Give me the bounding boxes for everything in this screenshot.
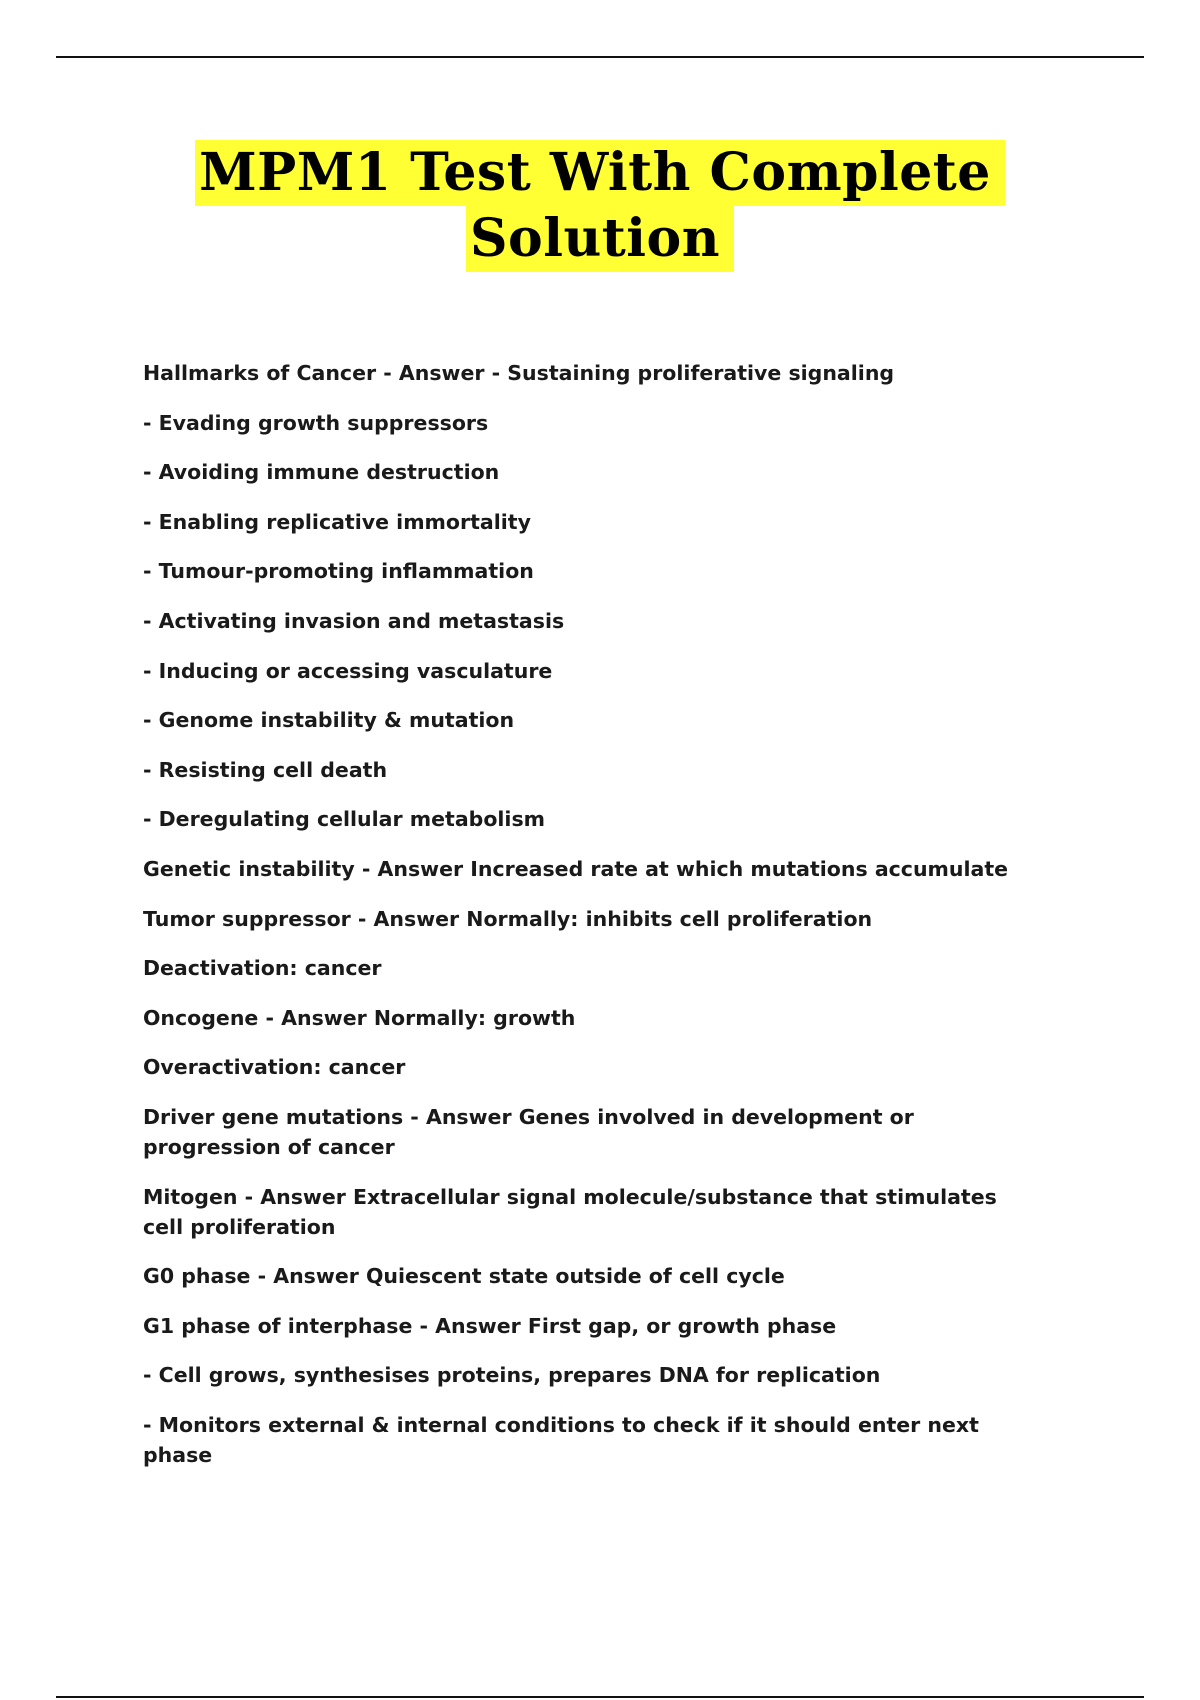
text-line-tumor-suppressor: Tumor suppressor - Answer Normally: inhibits cell proliferation: [143, 906, 873, 931]
text-line-hallmarks: Hallmarks of Cancer - Answer - Sustaining proliferative signaling: [143, 361, 895, 385]
document-body: [143, 358, 1043, 1489]
text-line-avoiding: - Avoiding immune destruction: [143, 460, 500, 485]
text-line-enabling: - Enabling replicative immortality: [143, 509, 531, 534]
text-line-evading: - Evading growth suppressors: [143, 410, 489, 435]
bottom-rule: [56, 1696, 1144, 1698]
text-line-g0-phase: G0 phase - Answer Quiescent state outside of cell cycle: [143, 1264, 785, 1289]
text-line-resisting: - Resisting cell death: [143, 757, 388, 782]
text-line-inducing: - Inducing or accessing vasculature: [143, 658, 553, 683]
text-line-deregulating: - Deregulating cellular metabolism: [143, 807, 546, 832]
text-line-oncogene: Oncogene - Answer Normally: growth: [143, 1005, 576, 1030]
text-line-monitors: - Monitors external & internal conditions to check if it should enter next phase: [143, 1412, 979, 1467]
title-line-1: MPM1 Test With Complete: [195, 140, 1005, 206]
text-line-genome: - Genome instability & mutation: [143, 708, 515, 733]
text-line-driver-gene: Driver gene mutations - Answer Genes involved in development or progression of cancer: [143, 1104, 914, 1159]
text-line-mitogen: Mitogen - Answer Extracellular signal molecule/substance that stimulates cell proliferation: [143, 1184, 997, 1239]
text-line-activating: - Activating invasion and metastasis: [143, 608, 565, 633]
text-line-overactivation: Overactivation: cancer: [143, 1055, 406, 1080]
document-title: [0, 140, 1200, 272]
top-rule: [56, 56, 1144, 58]
text-line-deactivation: Deactivation: cancer: [143, 956, 382, 981]
title-line-2: Solution: [466, 206, 734, 272]
text-line-genetic-instability: Genetic instability - Answer Increased rate at which mutations accumulate: [143, 856, 1009, 881]
text-line-tumour: - Tumour-promoting inflammation: [143, 559, 534, 584]
text-line-cell-grows: - Cell grows, synthesises proteins, prepares DNA for replication: [143, 1363, 881, 1388]
text-line-g1-phase: G1 phase of interphase - Answer First gap, or growth phase: [143, 1313, 837, 1338]
